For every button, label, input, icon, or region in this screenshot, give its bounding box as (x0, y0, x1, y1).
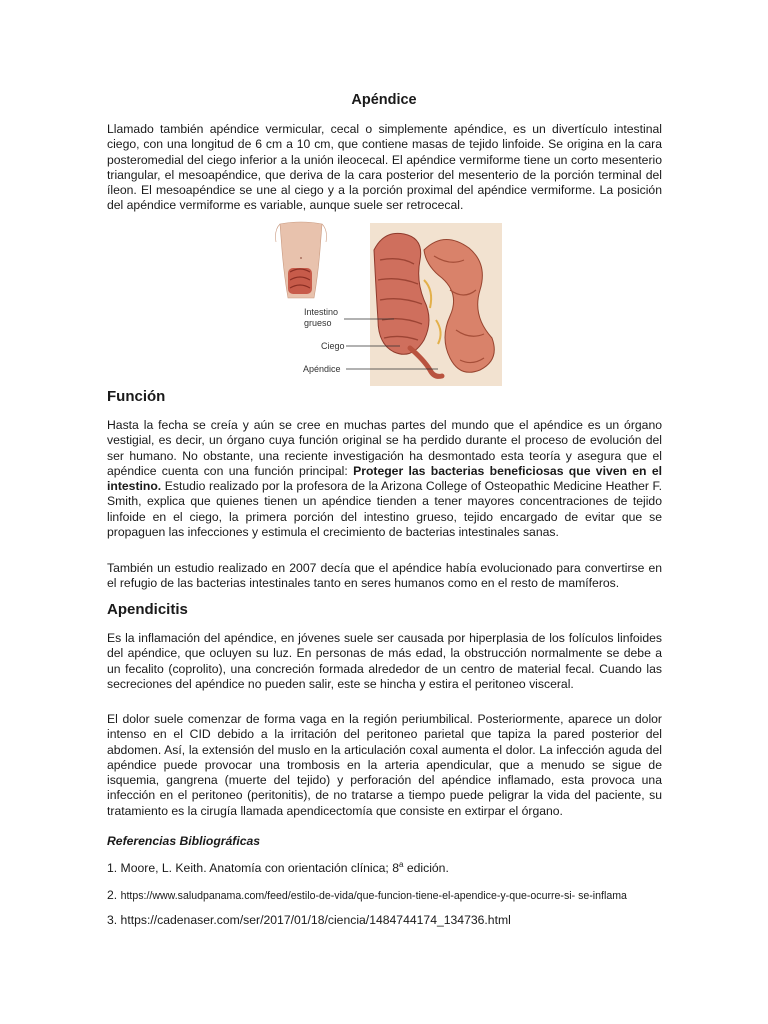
reference-1-tail: edición. (403, 861, 449, 876)
torso-thumbnail (274, 220, 328, 300)
reference-2-number: 2. (107, 888, 121, 902)
reference-3[interactable]: 3. https://cadenaser.com/ser/2017/01/18/ciencia/1484744174_134736.html (107, 913, 511, 927)
apendicitis-paragraph-2: El dolor suele comenzar de forma vaga en la región periumbilical. Posteriormente, aparece un dolor intenso en el CID debido a la irritación del peritoneo parietal que tapiza la pared posterior del abdomen. Así, la extensión del muslo en la articulación coxal aumenta el dolor. La infección aguda del apéndice puede provocar una trombosis en la arteria apendicular, que a menudo se sigue de isquemia, gangrena (muerte del tejido) y perforación del apéndice inflamado, esta provoca una infección en el peritoneo (peritonitis), de no tratarse a tiempo puede peligrar la vida del paciente, su tratamiento es la cirugía llamada apendicectomía que consiste en extirpar el órgano. (107, 712, 662, 818)
label-intestino-line2: grueso (304, 318, 332, 328)
page-title: Apéndice (351, 92, 417, 108)
section-heading-funcion: Función (107, 388, 166, 405)
intestine-illustration (370, 223, 502, 386)
references-heading: Referencias Bibliográficas (107, 834, 261, 848)
reference-2 (107, 888, 627, 902)
label-apendice: Apéndice (303, 364, 341, 374)
funcion-text-after: Estudio realizado por la profesora de la Arizona College of Osteopathic Medicine Heather F. Smith, explica que quienes tienen un apéndice tienden a tener mayores concentraciones de tejido linfoide en el ciego, la primera porción del intestino grueso, tejido encargado de evitar que se propaguen las infecciones y estimula el crecimiento de bacterias intestinales sanas. (107, 479, 662, 540)
appendix-figure (274, 220, 504, 386)
funcion-paragraph-1 (107, 418, 662, 540)
intro-paragraph: Llamado también apéndice vermicular, cecal o simplemente apéndice, es un divertículo intestinal ciego, con una longitud de 6 cm a 10 cm, que contiene masas de tejido linfoide. Se origina en la cara posteromedial del ciego inferior a la unión ileocecal. El apéndice vermiforme tiene un corto mesenterio triangular, el mesoapéndice, que deriva de la cara posterior del mesenterio de la porción terminal del íleon. El mesoapéndice se une al ciego y a la porción proximal del apéndice vermiforme. La posición del apéndice vermiforme es variable, aunque suele ser retrocecal. (107, 122, 662, 213)
section-heading-apendicitis: Apendicitis (107, 601, 188, 618)
reference-1-text: 1. Moore, L. Keith. Anatomía con orientación clínica; 8 (107, 861, 399, 876)
funcion-bold-text: Proteger las bacterias beneficiosas que viven en el intestino. (107, 463, 662, 494)
apendicitis-paragraph-1: Es la inflamación del apéndice, en jóvenes suele ser causada por hiperplasia de los folículos linfoides del apéndice, que ocluyen su luz. En personas de más edad, la obstrucción normalmente se debe a un fecalito (coprolito), una concreción formada alrededor de un centro de material fecal. Cuando las secreciones del apéndice no pueden salir, este se hincha y estira el peritoneo visceral. (107, 631, 662, 691)
label-intestino-line1: Intestino (304, 307, 339, 317)
funcion-paragraph-2: También un estudio realizado en 2007 decía que el apéndice había evolucionado para convertirse en el refugio de las bacterias intestinales tanto en seres humanos como en el resto de mamíferos. (107, 561, 662, 591)
reference-1-sup: a (399, 860, 404, 869)
funcion-text-before: Hasta la fecha se creía y aún se cree en muchas partes del mundo que el apéndice es un órgano vestigial, es decir, un órgano cuya función original se ha perdido durante el proceso de evolución del ser humano. No obstante, una reciente investigación ha desmontado esta teoría y asegura que el apéndice cuenta con una función principal: (107, 418, 662, 478)
label-ciego: Ciego (321, 341, 345, 351)
reference-1 (107, 860, 449, 875)
reference-2-link[interactable]: https://www.saludpanama.com/feed/estilo-de-vida/que-funcion-tiene-el-apendice-y-que-ocurre-si- se-inflama (120, 890, 627, 902)
